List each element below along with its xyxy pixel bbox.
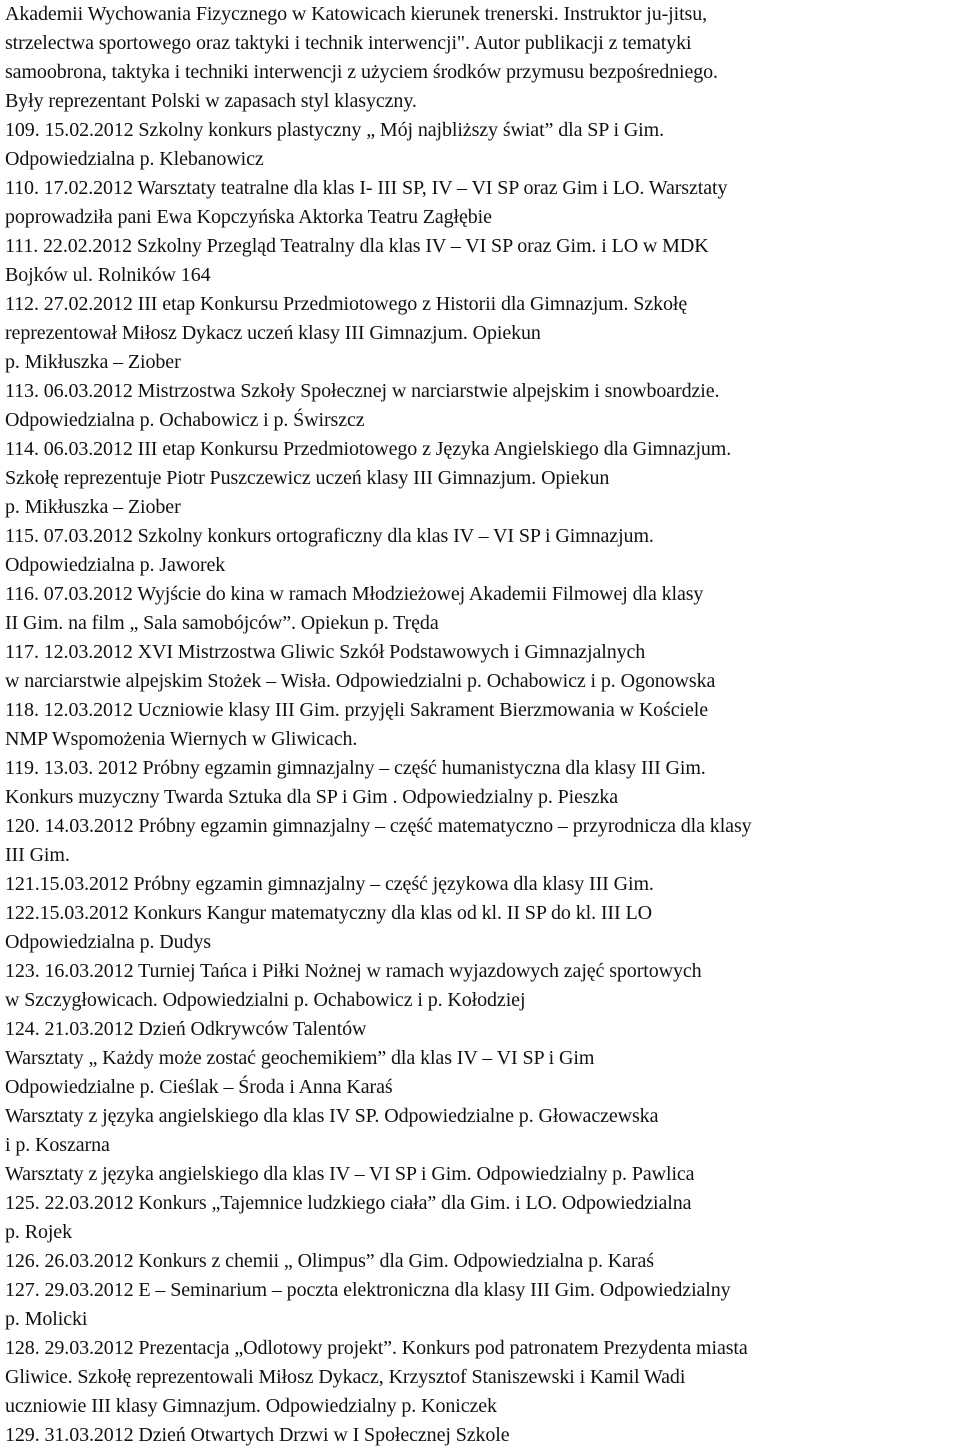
document-line: Gliwice. Szkołę reprezentowali Miłosz Dykacz, Krzysztof Staniszewski i Kamil Wadi	[5, 1366, 686, 1388]
document-line: 121.15.03.2012 Próbny egzamin gimnazjalny – część językowa dla klasy III Gim.	[5, 873, 654, 895]
document-line: i p. Koszarna	[5, 1134, 110, 1156]
document-line: 114. 06.03.2012 III etap Konkursu Przedmiotowego z Języka Angielskiego dla Gimnazjum.	[5, 438, 732, 460]
document-line: Odpowiedzialna p. Dudys	[5, 931, 211, 953]
document-line: strzelectwa sportowego oraz taktyki i technik interwencji". Autor publikacji z tematyki	[5, 32, 692, 54]
document-line: Akademii Wychowania Fizycznego w Katowicach kierunek trenerski. Instruktor ju-jitsu,	[5, 3, 708, 25]
document-line: w Szczygłowicach. Odpowiedzialni p. Ochabowicz i p. Kołodziej	[5, 989, 526, 1011]
document-line: 112. 27.02.2012 III etap Konkursu Przedmiotowego z Historii dla Gimnazjum. Szkołę	[5, 293, 688, 315]
document-line: w narciarstwie alpejskim Stożek – Wisła. Odpowiedzialni p. Ochabowicz i p. Ogonowska	[5, 670, 716, 692]
document-line: 120. 14.03.2012 Próbny egzamin gimnazjalny – część matematyczno – przyrodnicza dla klasy	[5, 815, 752, 837]
document-line: p. Mikłuszka – Ziober	[5, 351, 181, 373]
document-line: III Gim.	[5, 844, 70, 866]
document-line: 113. 06.03.2012 Mistrzostwa Szkoły Społecznej w narciarstwie alpejskim i snowboardzie.	[5, 380, 720, 402]
document-line: 129. 31.03.2012 Dzień Otwartych Drzwi w I Społecznej Szkole	[5, 1424, 510, 1446]
document-line: 111. 22.02.2012 Szkolny Przegląd Teatralny dla klas IV – VI SP oraz Gim. i LO w MDK	[5, 235, 709, 257]
document-line: 127. 29.03.2012 E – Seminarium – poczta elektroniczna dla klasy III Gim. Odpowiedzialny	[5, 1279, 731, 1301]
document-line: Warsztaty z języka angielskiego dla klas IV – VI SP i Gim. Odpowiedzialny p. Pawlica	[5, 1163, 695, 1185]
document-line: 126. 26.03.2012 Konkurs z chemii „ Olimpus” dla Gim. Odpowiedzialna p. Karaś	[5, 1250, 654, 1272]
document-line: Warsztaty z języka angielskiego dla klas IV SP. Odpowiedzialne p. Głowaczewska	[5, 1105, 659, 1127]
document-line: Odpowiedzialne p. Cieślak – Środa i Anna Karaś	[5, 1076, 393, 1098]
document-line: 119. 13.03. 2012 Próbny egzamin gimnazjalny – część humanistyczna dla klasy III Gim.	[5, 757, 706, 779]
document-line: p. Molicki	[5, 1308, 88, 1330]
document-line: uczniowie III klasy Gimnazjum. Odpowiedzialny p. Koniczek	[5, 1395, 497, 1417]
document-line: 116. 07.03.2012 Wyjście do kina w ramach Młodzieżowej Akademii Filmowej dla klasy	[5, 583, 704, 605]
document-line: p. Mikłuszka – Ziober	[5, 496, 181, 518]
document-line: II Gim. na film „ Sala samobójców”. Opiekun p. Tręda	[5, 612, 439, 634]
document-line: reprezentował Miłosz Dykacz uczeń klasy III Gimnazjum. Opiekun	[5, 322, 541, 344]
document-line: 117. 12.03.2012 XVI Mistrzostwa Gliwic Szkół Podstawowych i Gimnazjalnych	[5, 641, 646, 663]
document-line: poprowadziła pani Ewa Kopczyńska Aktorka Teatru Zagłębie	[5, 206, 492, 228]
document-line: Były reprezentant Polski w zapasach styl klasyczny.	[5, 90, 417, 112]
document-line: 122.15.03.2012 Konkurs Kangur matematyczny dla klas od kl. II SP do kl. III LO	[5, 902, 652, 924]
document-line: 123. 16.03.2012 Turniej Tańca i Piłki Nożnej w ramach wyjazdowych zajęć sportowych	[5, 960, 702, 982]
document-line: Konkurs muzyczny Twarda Sztuka dla SP i Gim . Odpowiedzialny p. Pieszka	[5, 786, 619, 808]
document-line: Warsztaty „ Każdy może zostać geochemikiem” dla klas IV – VI SP i Gim	[5, 1047, 595, 1069]
document-line: Odpowiedzialna p. Klebanowicz	[5, 148, 264, 170]
document-line: NMP Wspomożenia Wiernych w Gliwicach.	[5, 728, 358, 750]
document-line: 118. 12.03.2012 Uczniowie klasy III Gim. przyjęli Sakrament Bierzmowania w Kościele	[5, 699, 708, 721]
document-line: 128. 29.03.2012 Prezentacja „Odlotowy projekt”. Konkurs pod patronatem Prezydenta miasta	[5, 1337, 748, 1359]
document-page	[5, 0, 957, 1450]
document-line: 115. 07.03.2012 Szkolny konkurs ortograficzny dla klas IV – VI SP i Gimnazjum.	[5, 525, 654, 547]
document-line: Odpowiedzialna p. Jaworek	[5, 554, 226, 576]
document-line: p. Rojek	[5, 1221, 72, 1243]
document-line: 110. 17.02.2012 Warsztaty teatralne dla klas I- III SP, IV – VI SP oraz Gim i LO. Warsztaty	[5, 177, 728, 199]
document-line: 124. 21.03.2012 Dzień Odkrywców Talentów	[5, 1018, 367, 1040]
document-line: 109. 15.02.2012 Szkolny konkurs plastyczny „ Mój najbliższy świat” dla SP i Gim.	[5, 119, 664, 141]
document-line: Odpowiedzialna p. Ochabowicz i p. Świrszcz	[5, 409, 365, 431]
document-line: Bojków ul. Rolników 164	[5, 264, 211, 286]
document-line: 125. 22.03.2012 Konkurs „Tajemnice ludzkiego ciała” dla Gim. i LO. Odpowiedzialna	[5, 1192, 692, 1214]
document-line: samoobrona, taktyka i techniki interwencji z użyciem środków przymusu bezpośredniego.	[5, 61, 718, 83]
document-line: Szkołę reprezentuje Piotr Puszczewicz uczeń klasy III Gimnazjum. Opiekun	[5, 467, 610, 489]
